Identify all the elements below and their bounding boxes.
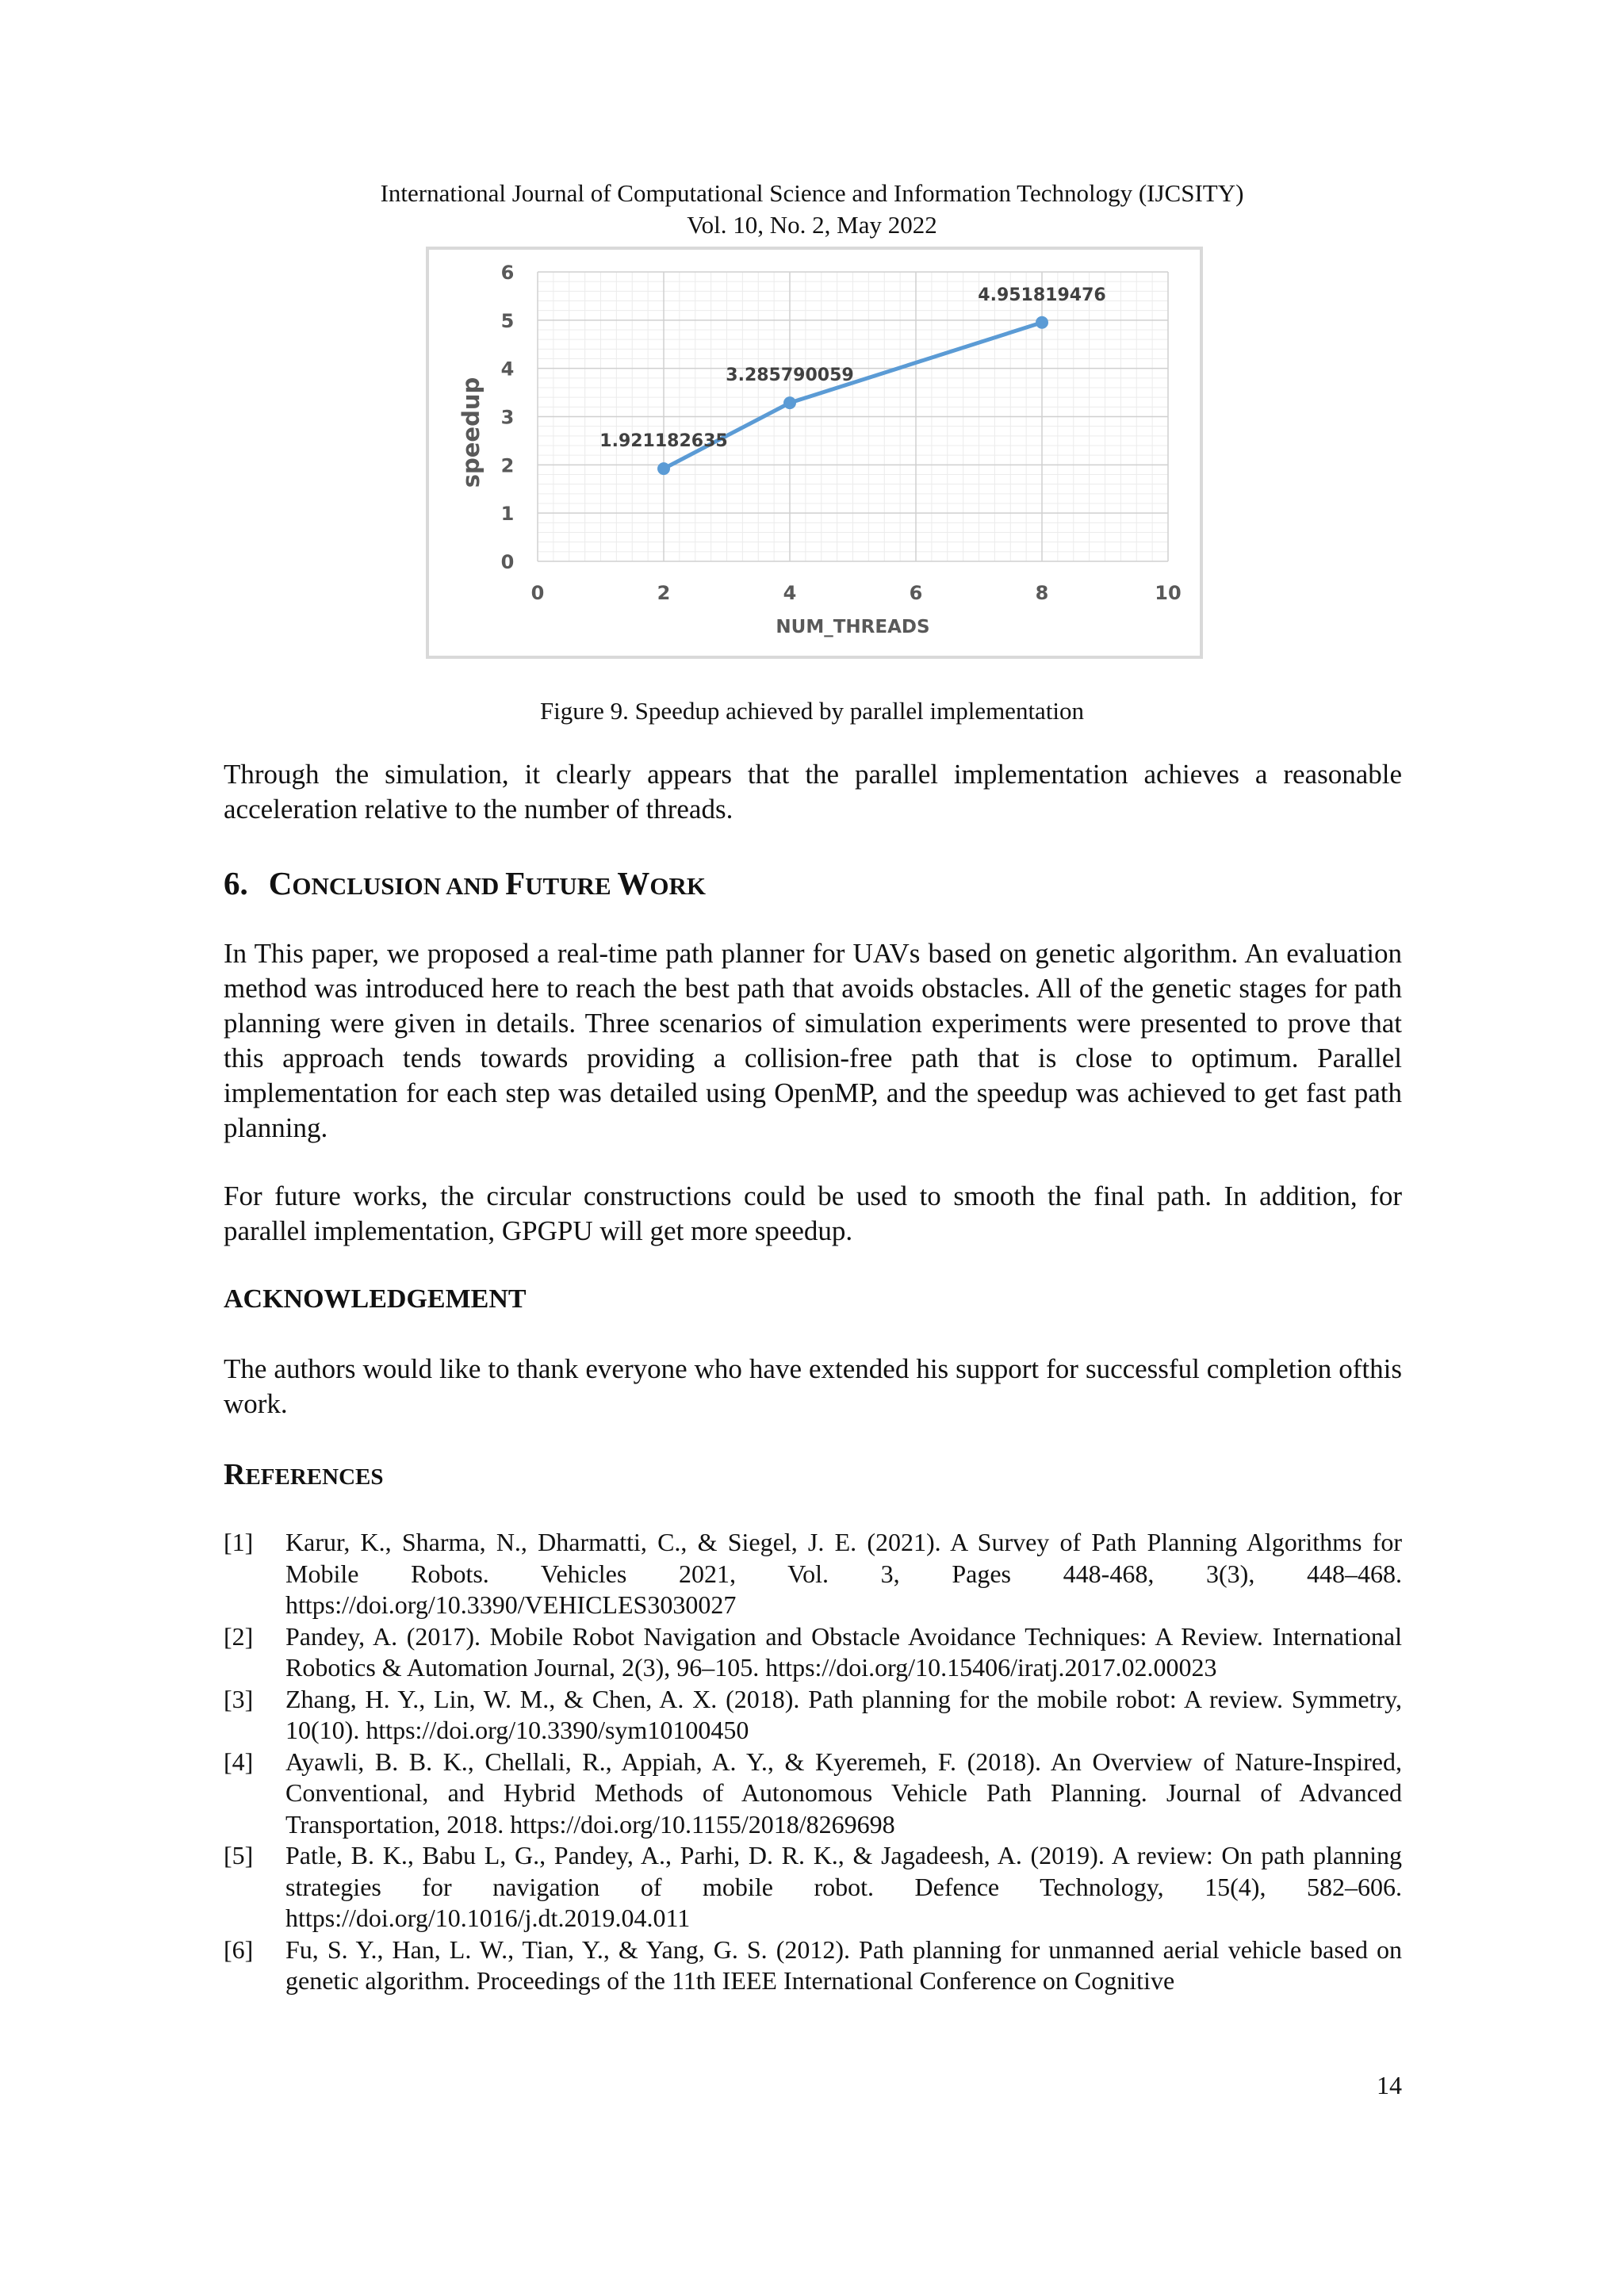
- reference-item: [224, 1747, 1402, 1841]
- reference-item: [224, 1840, 1402, 1934]
- reference-text: Pandey, A. (2017). Mobile Robot Navigation and Obstacle Avoidance Techniques: A Review. International Robotics & Automation Journal, 2(3), 96–105. https://doi.org/10.15406/iratj.2017.02.00023: [285, 1621, 1402, 1682]
- speedup-chart: [426, 247, 1203, 659]
- y-tick-label: 1: [500, 503, 515, 526]
- reference-number: [3]: [224, 1684, 254, 1713]
- references-heading-initial: R: [224, 1458, 246, 1491]
- chart-canvas: [429, 250, 1200, 656]
- page-number: 14: [1377, 2071, 1402, 2099]
- section-title-part: W: [617, 865, 650, 901]
- reference-number: [1]: [224, 1528, 254, 1556]
- x-tick-label: 2: [657, 582, 671, 604]
- reference-item: [224, 1527, 1402, 1621]
- y-tick-label: 5: [500, 309, 515, 332]
- data-point: [1036, 316, 1048, 329]
- data-label: 3.285790059: [726, 365, 854, 386]
- reference-number: [4]: [224, 1747, 254, 1776]
- acknowledgement-heading: ACKNOWLEDGEMENT: [224, 1284, 527, 1314]
- future-work-paragraph: For future works, the circular constructions could be used to smooth the final path. In addition, for parallel implementation, GPGPU will get more speedup.: [224, 1181, 1402, 1246]
- x-tick-label: 8: [1035, 582, 1049, 604]
- y-tick-label: 4: [500, 358, 515, 381]
- section-heading: [224, 864, 706, 902]
- journal-volume: Vol. 10, No. 2, May 2022: [687, 211, 937, 239]
- reference-item: [224, 1934, 1402, 1997]
- x-tick-label: 10: [1155, 582, 1182, 604]
- references-list: [224, 1527, 1402, 1997]
- y-tick-label: 2: [500, 454, 515, 477]
- journal-title: International Journal of Computational Science and Information Technology (IJCSITY): [380, 179, 1244, 207]
- data-point: [783, 396, 796, 409]
- references-heading-rest: EFERENCES: [245, 1464, 384, 1490]
- reference-number: [6]: [224, 1934, 254, 1964]
- intro-paragraph: Through the simulation, it clearly appears that the parallel implementation achieves a reasonable acceleration relative to the number of threads.: [224, 759, 1402, 825]
- y-tick-label: 3: [500, 406, 515, 429]
- x-tick-label: 6: [909, 582, 923, 604]
- section-number: 6.: [224, 865, 248, 901]
- journal-header: [0, 178, 1624, 241]
- section-title-part: F: [505, 865, 526, 901]
- data-label: 4.951819476: [978, 285, 1106, 305]
- x-tick-label: 4: [783, 582, 797, 604]
- section-title-part: ONCLUSION AND: [292, 872, 506, 900]
- y-axis-label: speedup: [458, 377, 485, 488]
- reference-text: Ayawli, B. B. K., Chellali, R., Appiah, A. Y., & Kyeremeh, F. (2018). An Overview of Nature-Inspired, Conventional, and Hybrid Methods of Autonomous Vehicle Path Planning. Journal of Advanced Transportation, 2018. https://doi.org/10.1155/2018/8269698: [285, 1747, 1402, 1839]
- references-heading: [224, 1457, 384, 1492]
- reference-item: [224, 1684, 1402, 1747]
- reference-number: [2]: [224, 1621, 254, 1651]
- y-tick-label: 0: [500, 551, 515, 573]
- reference-text: Karur, K., Sharma, N., Dharmatti, C., & Siegel, J. E. (2021). A Survey of Path Planning Algorithms for Mobile Robots. Vehicles 2021, Vol. 3, Pages 448-468, 3(3), 448–468. https://doi.org/10.3390/VEHICLES3030027: [285, 1528, 1402, 1619]
- reference-number: [5]: [224, 1841, 254, 1869]
- reference-text: Fu, S. Y., Han, L. W., Tian, Y., & Yang, G. S. (2012). Path planning for unmanned aerial vehicle based on genetic algorithm. Proceedings of the 11th IEEE International Conference on Cognitive: [285, 1934, 1402, 1995]
- conclusion-paragraph: In This paper, we proposed a real-time path planner for UAVs based on genetic algorithm. An evaluation method was introduced here to reach the best path that avoids obstacles. All of the genetic stages for path planning were given in details. Three scenarios of simulation experiments were presented to prove that this approach tends towards providing a collision-free path that is close to optimum. Parallel implementation for each step was detailed using OpenMP, and the speedup was achieved to get fast path planning.: [224, 938, 1402, 1143]
- acknowledgement-text: The authors would like to thank everyone who have extended his support for successful completion ofthis work.: [224, 1353, 1402, 1419]
- reference-text: Patle, B. K., Babu L, G., Pandey, A., Parhi, D. R. K., & Jagadeesh, A. (2019). A review: On path planning strategies for navigation of mobile robot. Defence Technology, 15(4), 582–606. https://doi.org/10.1016/j.dt.2019.04.011: [285, 1841, 1402, 1932]
- data-point: [657, 462, 670, 475]
- x-axis-label: NUM_THREADS: [776, 617, 930, 637]
- figure-caption: Figure 9. Speedup achieved by parallel implementation: [539, 697, 1085, 725]
- y-tick-label: 6: [500, 262, 515, 284]
- reference-text: Zhang, H. Y., Lin, W. M., & Chen, A. X. (2018). Path planning for the mobile robot: A review. Symmetry, 10(10). https://doi.org/10.3390/sym10100450: [285, 1684, 1402, 1744]
- data-label: 1.921182635: [599, 431, 728, 452]
- section-title-part: ORK: [649, 872, 707, 900]
- x-tick-label: 0: [530, 582, 545, 604]
- section-title-part: UTURE: [525, 872, 618, 900]
- section-title-part: C: [268, 865, 293, 901]
- reference-item: [224, 1621, 1402, 1684]
